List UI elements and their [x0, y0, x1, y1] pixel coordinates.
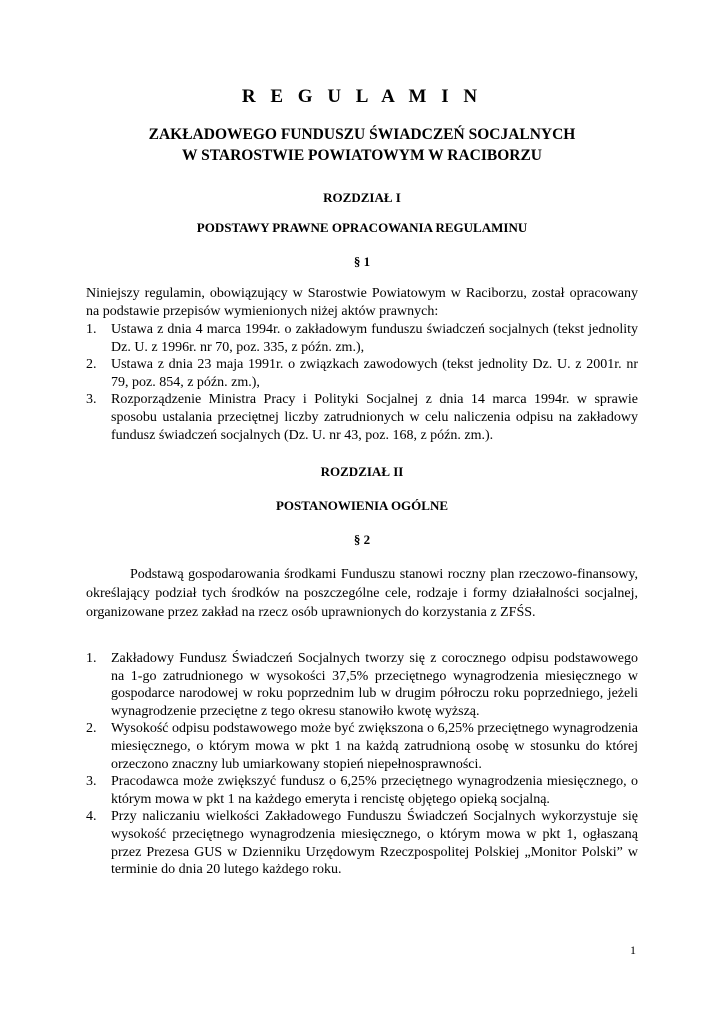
- document-title: R E G U L A M I N: [241, 86, 483, 107]
- list-item: [86, 321, 638, 356]
- section1-intro: Niniejszy regulamin, obowiązujący w Starostwie Powiatowym w Raciborzu, został opracowany na podstawie przepisów wymienionych niżej aktów prawnych:: [86, 286, 638, 319]
- list-item: [86, 356, 638, 391]
- list-item-number: 2.: [86, 357, 97, 373]
- chapter2-title: POSTANOWIENIA OGÓLNE: [275, 498, 449, 513]
- section2-heading: § 2: [353, 532, 371, 547]
- list-item: [86, 808, 638, 878]
- section1-list: [86, 321, 638, 444]
- list-item: [86, 391, 638, 444]
- list-item-text: Zakładowy Fundusz Świadczeń Socjalnych tworzy się z corocznego odpisu podstawowego na 1-go zatrudnionego w wysokości 37,5% przeciętnego wynagrodzenia miesięcznego w gospodarce narodowej w roku poprzednim lub w drugim półroczu roku poprzedniego, jeżeli wynagrodzenie przeciętne z tego okresu stanowiło kwotę wyższą.: [111, 651, 638, 719]
- section2-intro: [86, 565, 638, 622]
- chapter2-heading: ROZDZIAŁ II: [320, 464, 404, 479]
- chapter1-heading: ROZDZIAŁ I: [323, 190, 401, 205]
- list-item: [86, 773, 638, 808]
- list-item-number: 1.: [86, 322, 97, 337]
- list-item-text: Przy naliczaniu wielkości Zakładowego Funduszu Świadczeń Socjalnych wykorzystuje się wysokość przeciętnego wynagrodzenia miesięcznego, o którym mowa w pkt 1, ogłaszaną przez Prezesa GUS w Dzienniku Urzędowym Rzeczpospolitej Polskiej „Monitor Polski” w terminie do dnia 20 lutego każdego roku.: [111, 809, 638, 878]
- section1-heading: § 1: [353, 254, 371, 269]
- list-item: [86, 650, 638, 720]
- list-item-number: 3.: [86, 774, 97, 790]
- list-item-text: Rozporządzenie Ministra Pracy i Polityki Socjalnej z dnia 14 marca 1994r. w sprawie sposobu ustalania przeciętnej liczby zatrudnionych w celu naliczenia odpisu na zakładowy fundusz świadczeń socjalnych (Dz. U. nr 43, poz. 168, z późn. zm.).: [111, 392, 638, 443]
- list-item-text: Pracodawca może zwiększyć fundusz o 6,25% przeciętnego wynagrodzenia miesięcznego, o którym mowa w pkt 1 na każdego emeryta i rencistę objętego opieką socjalną.: [111, 774, 638, 807]
- list-item-text: Ustawa z dnia 23 maja 1991r. o związkach zawodowych (tekst jednolity Dz. U. z 2001r. nr 79, poz. 854, z późn. zm.),: [111, 357, 638, 390]
- chapter1-title: PODSTAWY PRAWNE OPRACOWANIA REGULAMINU: [196, 220, 528, 235]
- list-item-number: 3.: [86, 392, 97, 408]
- section2-intro-text: Podstawą gospodarowania środkami Funduszu stanowi roczny plan rzeczowo-finansowy, określający podział tych środków na poszczególne cele, rodzaje i formy działalności socjalnej, organizowane przez zakład na rzecz osób uprawnionych do korzystania z ZFŚS.: [86, 567, 638, 620]
- list-item-number: 1.: [86, 651, 97, 666]
- list-item-text: Ustawa z dnia 4 marca 1994r. o zakładowym funduszu świadczeń socjalnych (tekst jednolity Dz. U. z 1996r. nr 70, poz. 335, z późn. zm.),: [111, 322, 638, 355]
- list-item-text: Wysokość odpisu podstawowego może być zwiększona o 6,25% przeciętnego wynagrodzenia miesięcznego, o którym mowa w pkt 1 na każdą zatrudnioną osobę w stosunku do której orzeczono znaczny lub umiarkowany stopień niepełnosprawności.: [111, 721, 638, 772]
- list-item-number: 2.: [86, 721, 97, 737]
- list-item-number: 4.: [86, 809, 97, 825]
- document-subtitle-line1: ZAKŁADOWEGO FUNDUSZU ŚWIADCZEŃ SOCJALNYCH: [148, 126, 576, 143]
- page-number: 1: [630, 943, 636, 957]
- list-item: [86, 720, 638, 773]
- section2-list: [86, 650, 638, 879]
- document-subtitle-line2: W STAROSTWIE POWIATOWYM W RACIBORZU: [181, 147, 542, 164]
